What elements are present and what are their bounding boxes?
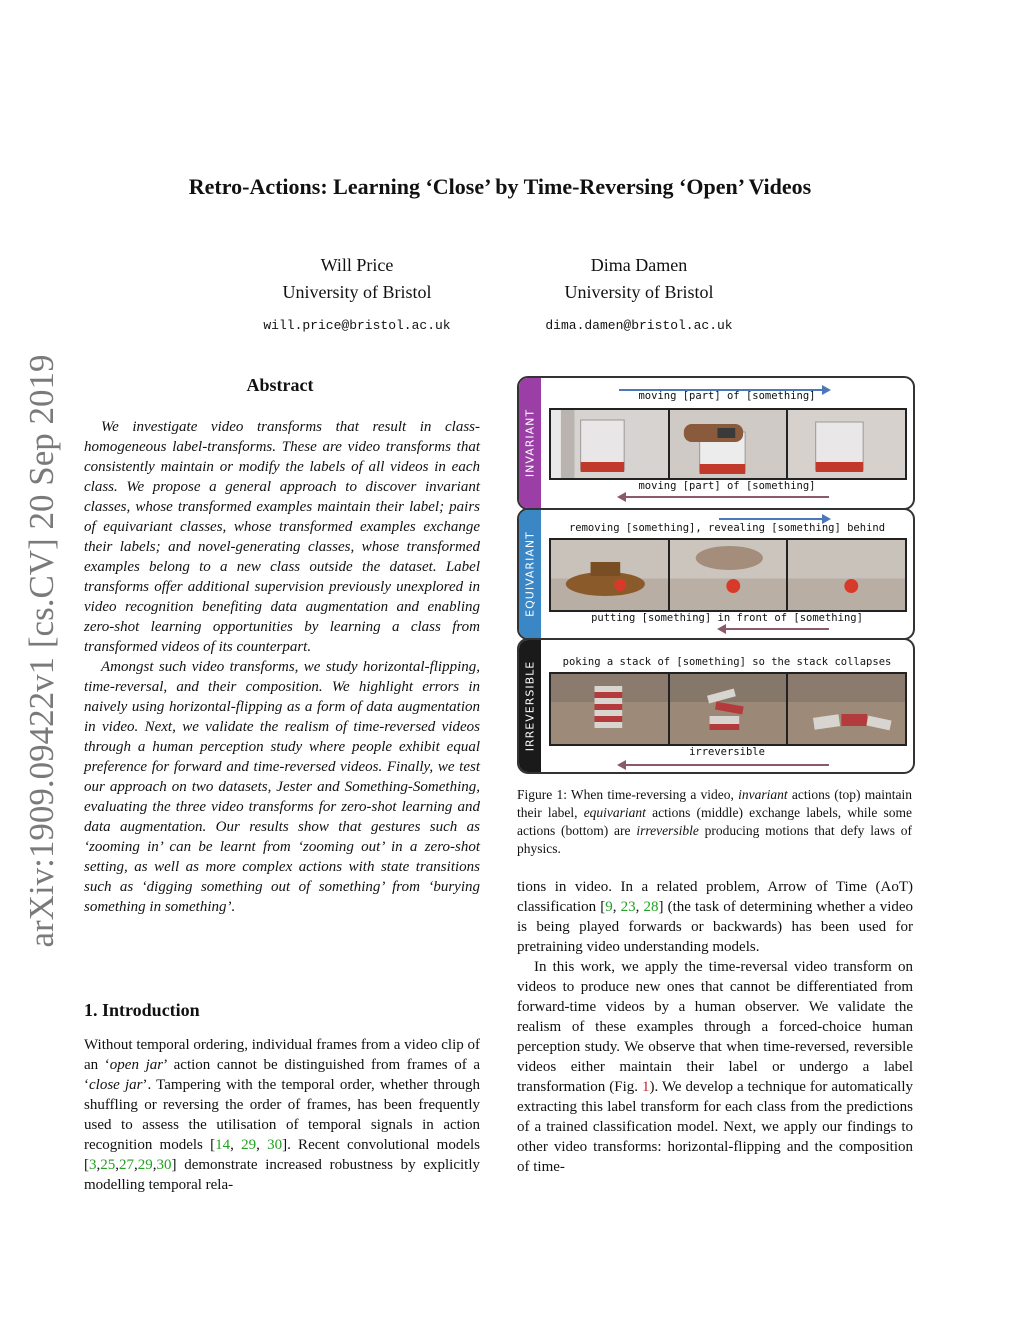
citation-link[interactable]: 23 bbox=[620, 899, 636, 915]
panel-tab-invariant: INVARIANT bbox=[519, 378, 541, 508]
right-paragraph-2: In this work, we apply the time-reversal video transform on videos to produce new ones that cannot be differentiated from forward-time videos by a human observer. We validate the realism of these examples through a forced-choice human perception study. We observe that when time-reversed, reversible videos either maintain their label or undergo a label transformation (Fig. 1). We develop a technique for automatically extracting this label transform for each class from the predictions of a trained classification model. Next, we apply our findings to other video transforms: horizontal-flipping and the composition of time- bbox=[517, 959, 913, 1175]
author-affiliation: University of Bristol bbox=[564, 282, 714, 302]
reverse-arrow bbox=[619, 496, 829, 498]
citation-link[interactable]: 28 bbox=[643, 899, 659, 915]
video-frames bbox=[549, 408, 907, 480]
citation-link[interactable]: 30 bbox=[156, 1157, 172, 1173]
figure-caption: Figure 1: When time-reversing a video, invariant actions (top) maintain their label, equivariant actions (middle) exchange labels, while some actions (bottom) are irreversible producing motions that defy laws of physics. bbox=[517, 787, 912, 856]
video-frame bbox=[668, 410, 787, 478]
figure-panel-equivariant bbox=[517, 508, 915, 640]
right-paragraph-1: tions in video. In a related problem, Arrow of Time (AoT) classification [9, 23, 28] (the task of determining whether a video is being played forwards or backwards) has been used for pretraining video understanding models. bbox=[517, 879, 914, 955]
video-frame bbox=[668, 674, 787, 744]
reverse-arrow bbox=[719, 628, 829, 630]
intro-body bbox=[84, 1035, 480, 1195]
author-name: Dima Damen bbox=[590, 255, 688, 275]
video-frame bbox=[551, 674, 668, 744]
panel-top-caption: moving [part] of [something] bbox=[638, 390, 816, 402]
abstract-paragraph-2: Amongst such video transforms, we study horizontal-flipping, time-reversal, and their composition. We highlight errors in naively using horizontal-flipping as a form of data augmentation in video. Next, we validate the realism of time-reversed videos through a human perception study where people exhibit equal preference for forward and time-reversed videos. Finally, we test our approach on two datasets, Jester and Something-Something, evaluating the three video transforms for zero-shot learning and data augmentation. Our results show that gestures such as ‘zooming in’ can be learnt from ‘zooming out’ in a zero-shot setting, as well as more complex actions with state transitions such as ‘digging something out of something’ from ‘burying something in something’. bbox=[84, 659, 480, 915]
panel-tab-equivariant: EQUIVARIANT bbox=[519, 510, 541, 638]
author-block-1 bbox=[227, 252, 487, 339]
author-block-2 bbox=[509, 252, 769, 339]
panel-top-caption: removing [something], revealing [something] behind bbox=[568, 522, 886, 534]
panel-top-caption: poking a stack of [something] so the stack collapses bbox=[562, 656, 892, 668]
citation-link[interactable]: 27 bbox=[119, 1157, 134, 1173]
arxiv-identifier: arXiv:1909.09422v1 [cs.CV] 20 Sep 2019 bbox=[22, 354, 61, 948]
video-frame bbox=[551, 410, 668, 478]
author-email[interactable]: will.price@bristol.ac.uk bbox=[263, 318, 451, 333]
video-frame bbox=[786, 540, 905, 610]
abstract-heading: Abstract bbox=[246, 375, 314, 395]
panel-bottom-caption: moving [part] of [something] bbox=[638, 480, 816, 492]
abstract-paragraph-1: We investigate video transforms that result in class-homogeneous label-transforms. These are video transforms that consistently maintain or modify the labels of all videos in each class. We propose a general approach to discover invariant classes, whose transformed examples maintain their label; pairs of equivariant classes, whose transformed examples exchange their labels; and novel-generating classes, whose transformed examples belong to a new class outside the dataset. Label transforms offer additional supervision previously unexplored in video recognition benefiting data augmentation and enabling zero-shot learning opportunities by learning a class from transformed videos of its counterpart. bbox=[84, 419, 480, 655]
author-name: Will Price bbox=[320, 255, 394, 275]
intro-heading: 1. Introduction bbox=[84, 1000, 200, 1020]
author-email[interactable]: dima.damen@bristol.ac.uk bbox=[545, 318, 733, 333]
panel-bottom-caption: putting [something] in front of [something] bbox=[591, 612, 863, 624]
citation-link[interactable]: 29 bbox=[241, 1137, 257, 1153]
paper-title: Retro-Actions: Learning ‘Close’ by Time-Reversing ‘Open’ Videos bbox=[188, 174, 812, 199]
panel-tab-irreversible: IRREVERSIBLE bbox=[519, 640, 541, 772]
figure-panel-irreversible bbox=[517, 638, 915, 774]
video-frame bbox=[668, 540, 787, 610]
citation-link[interactable]: 14 bbox=[215, 1137, 231, 1153]
video-frame bbox=[551, 540, 668, 610]
intro-paragraph-1: Without temporal ordering, individual frames from a video clip of an ‘open jar’ action cannot be distinguished from frames of a ‘close jar’. Tampering with the temporal order, whether through shuffling or reversing the order of frames, has been frequently used to assess the utilisation of temporal signals in action recognition models [14, 29, 30]. Recent convolutional models [3,25,27,29,30] demonstrate increased robustness by explicitly modelling temporal rela- bbox=[84, 1037, 481, 1193]
citation-link[interactable]: 25 bbox=[100, 1157, 116, 1173]
figure-panel-invariant bbox=[517, 376, 915, 510]
figure-ref-link[interactable]: 1 bbox=[642, 1079, 650, 1095]
right-column-body bbox=[517, 877, 913, 1177]
video-frame bbox=[786, 674, 905, 744]
video-frames bbox=[549, 538, 907, 612]
citation-link[interactable]: 30 bbox=[267, 1137, 283, 1153]
citation-link[interactable]: 9 bbox=[605, 899, 613, 915]
abstract-body bbox=[84, 417, 480, 917]
forward-arrow bbox=[719, 518, 829, 520]
author-affiliation: University of Bristol bbox=[282, 282, 432, 302]
citation-link[interactable]: 29 bbox=[137, 1157, 153, 1173]
video-frames bbox=[549, 672, 907, 746]
video-frame bbox=[786, 410, 905, 478]
reverse-arrow bbox=[619, 764, 829, 766]
panel-bottom-caption: irreversible bbox=[689, 746, 765, 758]
citation-link[interactable]: 3 bbox=[89, 1157, 97, 1173]
